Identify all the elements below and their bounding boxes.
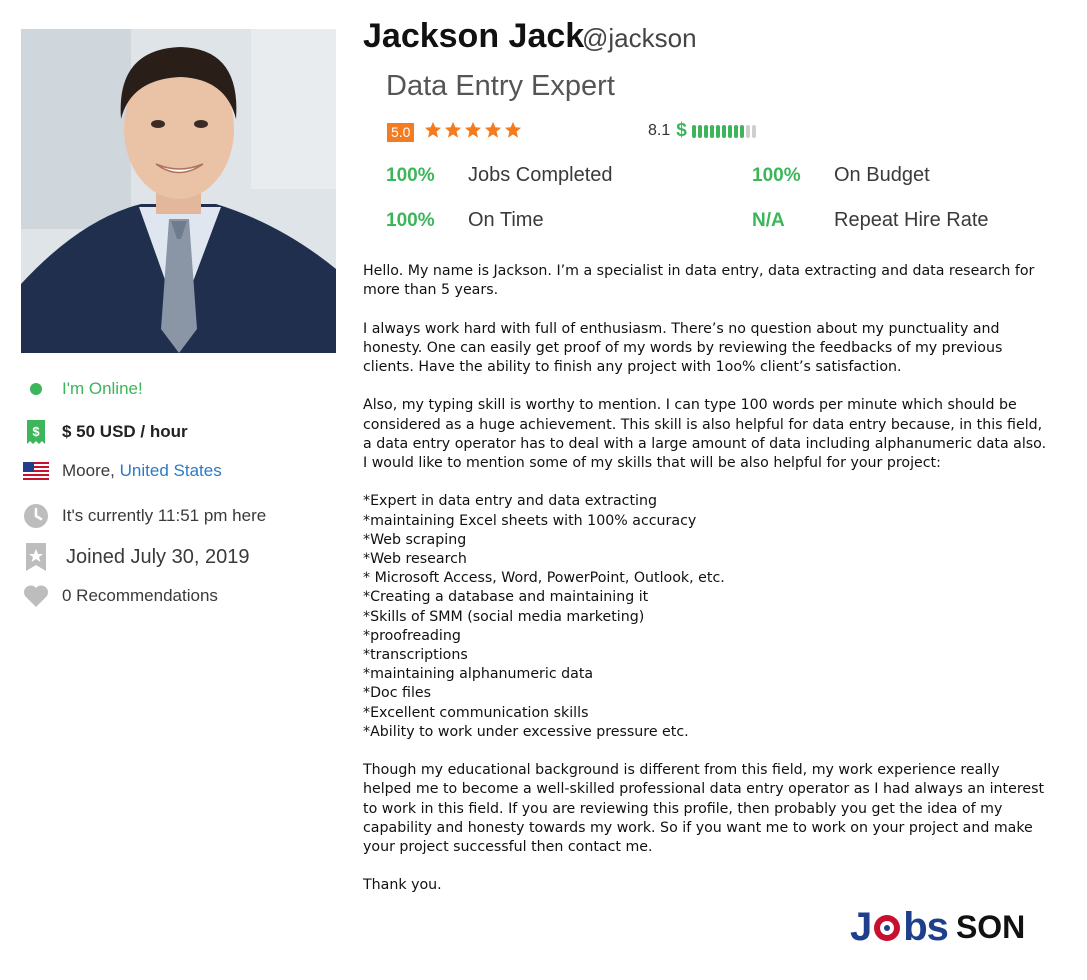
jobsson-logo [850,905,1025,950]
earnings-bar [728,125,732,138]
skill-item: *transcriptions [363,647,468,664]
skill-item: *Doc files [363,685,432,702]
online-status-label: I'm Online! [62,379,143,398]
bio-paragraph: Hello. My name is Jackson. I’m a specialist in data entry, data extracting and data research for more than 5 years. [363,263,1035,299]
hourly-rate [22,419,188,445]
earnings-bar [734,125,738,138]
on-budget-label: On Budget [834,164,930,186]
earnings-bar [752,125,756,138]
jobs-completed-pct: 100% [386,165,435,186]
on-budget-pct: 100% [752,165,801,186]
bio-paragraph: I would like to mention some of my skills that will be also helpful for your project: [363,455,941,471]
location-city: Moore, [62,461,120,480]
skills-list [363,492,1049,742]
us-flag-icon [22,462,50,480]
skill-item: *Expert in data entry and data extracting [363,493,657,510]
online-status [22,379,143,399]
earnings-bars [692,125,756,138]
star-icon [464,121,482,139]
profile-photo [21,29,336,353]
repeat-hire-pct: N/A [752,210,785,231]
bio-paragraph: Also, my typing skill is worthy to mention. I can type 100 words per minute which should be considered as a huge achievement. This skill is also helpful for data entry because, in this field, a data entry operator has to deal with a large amount of data including alphanumeric data also. [363,397,1047,452]
clock-icon [22,503,50,529]
recommendations [22,584,218,608]
earnings-bar [716,125,720,138]
svg-text:$: $ [32,424,40,439]
profile-handle: @jackson [582,23,697,53]
earnings-bar [746,125,750,138]
on-time-label: On Time [468,209,544,231]
earnings-bar [698,125,702,138]
skill-item: *Excellent communication skills [363,704,589,721]
location [22,461,222,481]
star-icon [424,121,442,139]
profile-name: Jackson Jack [363,17,585,55]
repeat-hire-label: Repeat Hire Rate [834,209,989,231]
skill-item: *Skills of SMM (social media marketing) [363,608,645,625]
logo-text-j: J [850,905,872,949]
skill-item: *Web scraping [363,531,467,548]
earnings-score [648,120,756,142]
earnings-bar [722,125,726,138]
skill-item: *maintaining alphanumeric data [363,666,594,683]
earnings-bar [692,125,696,138]
skill-item: * Microsoft Access, Word, PowerPoint, Outlook, etc. [363,570,725,587]
star-rating [424,121,522,139]
earnings-score-value: 8.1 [648,122,671,139]
heart-icon [22,584,50,608]
logo-text-son: SON [955,909,1026,945]
earnings-bar [704,125,708,138]
logo-text-bs: bs [903,905,948,949]
bio-paragraph: Thank you. [363,877,442,894]
badge-icon [22,542,50,572]
local-time [22,503,266,529]
dollar-ticket-icon [22,419,50,445]
skill-item: *Web research [363,551,467,567]
earnings-bar [740,125,744,138]
joined-date-label: Joined July 30, 2019 [66,545,250,568]
local-time-label: It's currently 11:51 pm here [62,506,267,525]
star-icon [444,121,462,139]
on-time-pct: 100% [386,210,435,231]
earnings-bar [710,125,714,138]
online-dot-icon [22,382,50,396]
skill-item: *Ability to work under excessive pressure etc. [363,723,689,740]
skill-item: *proofreading [363,627,461,644]
hourly-rate-label: $ 50 USD / hour [62,422,188,441]
bio-paragraph: I always work hard with full of enthusiasm. There’s no question about my punctuality and honesty. One can easily get proof of my words by reviewing the feedbacks of my previous clients. Have the ability to finish any project with 1oo% client’s satisfaction. [363,320,1003,375]
profile-description [363,262,1049,915]
recommendations-label: 0 Recommendations [62,586,218,605]
jobs-completed-label: Jobs Completed [468,164,613,186]
joined-date [22,542,249,572]
rating-badge: 5.0 [387,123,414,142]
gear-icon [872,913,902,943]
location-country-link[interactable]: United States [119,461,222,480]
dollar-icon: $ [676,120,687,141]
profile-headline: Data Entry Expert [386,70,615,102]
star-icon [504,121,522,139]
star-icon [484,121,502,139]
skill-item: *maintaining Excel sheets with 100% accuracy [363,512,697,529]
bio-paragraph: Though my educational background is different from this field, my work experience really helped me to become a well-skilled professional data entry operator as I had always an interest to work in this field. If you are reviewing this profile, then probably you get the idea of my capability and honesty towards my work. So if you want me to work on your project and make your project successful then contact me. [363,762,1045,856]
skill-item: *Creating a database and maintaining it [363,589,649,606]
